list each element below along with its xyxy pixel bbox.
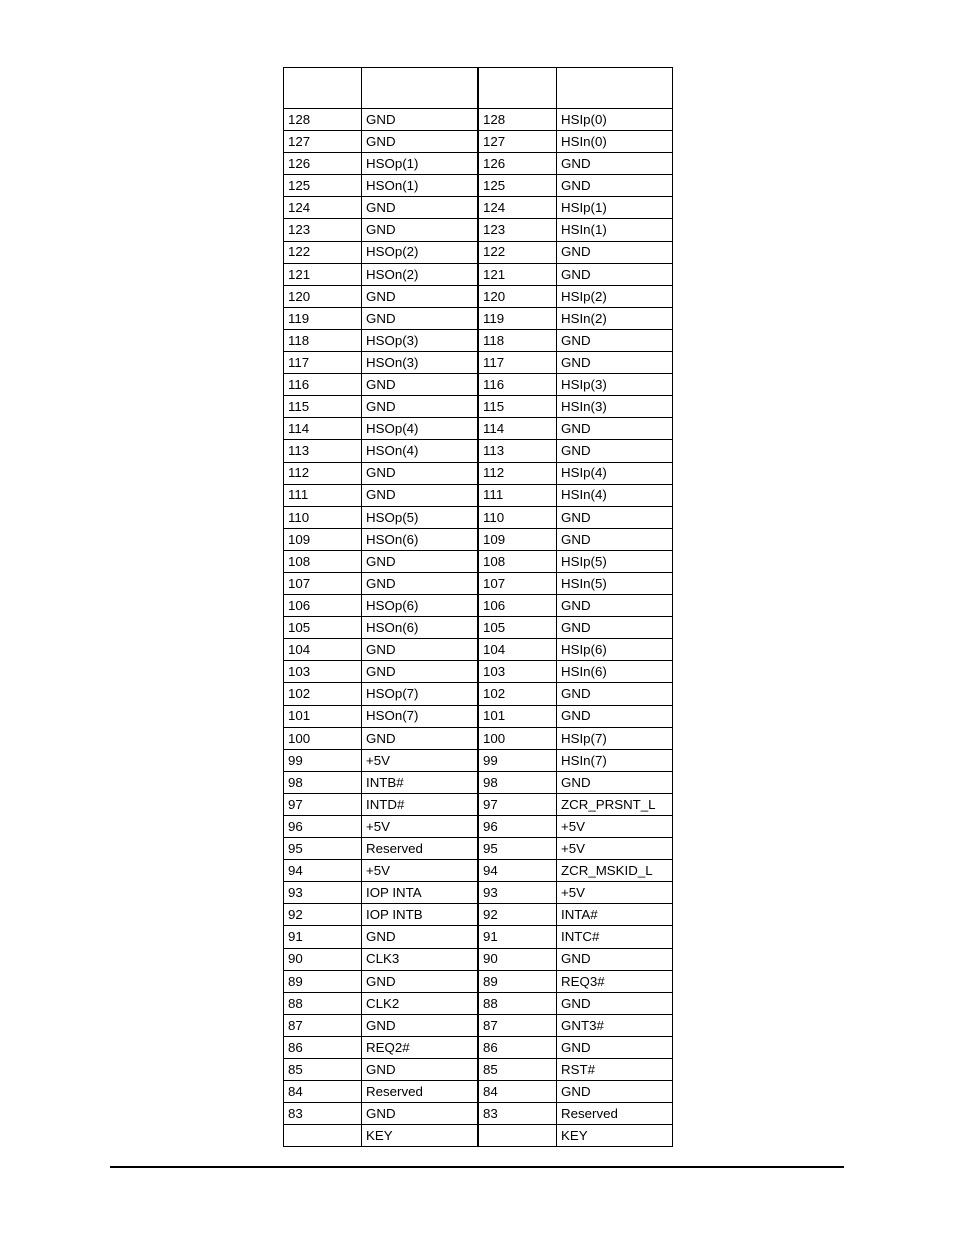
signal-a-cell: HSOp(4) <box>362 418 479 440</box>
table-row <box>284 462 673 484</box>
pin-number-a-cell: 107 <box>284 572 362 594</box>
table-row <box>284 484 673 506</box>
table-row <box>284 661 673 683</box>
table-row <box>284 617 673 639</box>
pin-number-a-cell: 112 <box>284 462 362 484</box>
pin-number-a-cell: 128 <box>284 109 362 131</box>
table-row <box>284 749 673 771</box>
pin-number-b-cell: 92 <box>478 904 557 926</box>
signal-b-cell: +5V <box>557 882 673 904</box>
signal-a-cell: HSOn(2) <box>362 263 479 285</box>
table-row <box>284 793 673 815</box>
pin-number-a-cell: 99 <box>284 749 362 771</box>
signal-b-cell: HSIp(3) <box>557 374 673 396</box>
pin-number-b-cell: 120 <box>478 285 557 307</box>
pin-number-b-cell: 88 <box>478 992 557 1014</box>
pin-number-b-cell: 126 <box>478 153 557 175</box>
signal-a-cell: HSOp(3) <box>362 329 479 351</box>
table-row <box>284 904 673 926</box>
pin-number-b-cell: 110 <box>478 506 557 528</box>
signal-b-cell: GNT3# <box>557 1014 673 1036</box>
signal-a-cell: KEY <box>362 1125 479 1147</box>
table-row <box>284 926 673 948</box>
pin-number-a-cell: 85 <box>284 1059 362 1081</box>
pin-number-b-cell: 125 <box>478 175 557 197</box>
signal-b-cell: HSIp(6) <box>557 639 673 661</box>
signal-b-cell: GND <box>557 1036 673 1058</box>
signal-a-cell: HSOp(6) <box>362 595 479 617</box>
signal-b-cell: HSIn(1) <box>557 219 673 241</box>
signal-a-cell: Reserved <box>362 1081 479 1103</box>
pin-number-a-cell: 100 <box>284 727 362 749</box>
table-row <box>284 175 673 197</box>
table-row <box>284 705 673 727</box>
signal-b-cell: GND <box>557 617 673 639</box>
signal-a-cell: GND <box>362 661 479 683</box>
pin-number-a-cell: 84 <box>284 1081 362 1103</box>
table-row <box>284 374 673 396</box>
table-row <box>284 307 673 329</box>
signal-b-cell: KEY <box>557 1125 673 1147</box>
pin-number-b-cell: 96 <box>478 816 557 838</box>
pin-number-b-cell: 124 <box>478 197 557 219</box>
pin-number-a-cell: 95 <box>284 838 362 860</box>
signal-a-cell: Reserved <box>362 838 479 860</box>
table-row <box>284 352 673 374</box>
signal-a-cell: IOP INTB <box>362 904 479 926</box>
pin-number-b-cell <box>478 1125 557 1147</box>
signal-a-cell: HSOp(5) <box>362 506 479 528</box>
table-row <box>284 1125 673 1147</box>
pin-number-a-cell: 93 <box>284 882 362 904</box>
signal-a-cell: GND <box>362 131 479 153</box>
signal-b-cell: REQ3# <box>557 970 673 992</box>
signal-a-cell: +5V <box>362 860 479 882</box>
pin-number-a-cell: 113 <box>284 440 362 462</box>
pin-number-b-cell: 83 <box>478 1103 557 1125</box>
signal-b-cell: HSIn(7) <box>557 749 673 771</box>
pin-number-a-cell: 90 <box>284 948 362 970</box>
signal-a-cell: GND <box>362 1014 479 1036</box>
pin-number-a-cell: 117 <box>284 352 362 374</box>
pin-number-b-cell: 101 <box>478 705 557 727</box>
signal-b-cell: GND <box>557 595 673 617</box>
signal-b-cell: GND <box>557 506 673 528</box>
header-cell <box>557 68 673 109</box>
pin-number-b-cell: 103 <box>478 661 557 683</box>
pin-number-a-cell: 103 <box>284 661 362 683</box>
table-row <box>284 263 673 285</box>
pin-number-b-cell: 104 <box>478 639 557 661</box>
signal-b-cell: ZCR_PRSNT_L <box>557 793 673 815</box>
table-row <box>284 197 673 219</box>
pin-number-b-cell: 118 <box>478 329 557 351</box>
pin-number-b-cell: 91 <box>478 926 557 948</box>
signal-b-cell: +5V <box>557 838 673 860</box>
signal-a-cell: INTB# <box>362 771 479 793</box>
table-row <box>284 572 673 594</box>
signal-a-cell: REQ2# <box>362 1036 479 1058</box>
signal-b-cell: GND <box>557 175 673 197</box>
pin-number-b-cell: 111 <box>478 484 557 506</box>
pinout-table-body <box>284 68 673 1147</box>
signal-a-cell: IOP INTA <box>362 882 479 904</box>
signal-a-cell: GND <box>362 307 479 329</box>
signal-a-cell: HSOn(1) <box>362 175 479 197</box>
signal-b-cell: HSIp(5) <box>557 550 673 572</box>
table-row <box>284 860 673 882</box>
footer-divider <box>110 1166 844 1168</box>
pin-number-a-cell: 87 <box>284 1014 362 1036</box>
pin-number-a-cell: 106 <box>284 595 362 617</box>
signal-b-cell: HSIn(5) <box>557 572 673 594</box>
signal-a-cell: GND <box>362 727 479 749</box>
table-row <box>284 1103 673 1125</box>
signal-a-cell: HSOp(1) <box>362 153 479 175</box>
header-cell <box>284 68 362 109</box>
table-row <box>284 771 673 793</box>
table-row <box>284 727 673 749</box>
table-row <box>284 992 673 1014</box>
pin-number-b-cell: 123 <box>478 219 557 241</box>
pin-number-a-cell: 119 <box>284 307 362 329</box>
pin-number-b-cell: 127 <box>478 131 557 153</box>
table-row <box>284 970 673 992</box>
pin-number-a-cell: 120 <box>284 285 362 307</box>
table-row <box>284 219 673 241</box>
pin-number-a-cell: 110 <box>284 506 362 528</box>
pin-number-a-cell: 91 <box>284 926 362 948</box>
table-row <box>284 396 673 418</box>
signal-a-cell: GND <box>362 550 479 572</box>
pin-number-b-cell: 95 <box>478 838 557 860</box>
signal-b-cell: GND <box>557 705 673 727</box>
table-row <box>284 595 673 617</box>
pin-number-a-cell: 127 <box>284 131 362 153</box>
pin-number-b-cell: 122 <box>478 241 557 263</box>
pin-number-b-cell: 87 <box>478 1014 557 1036</box>
table-row <box>284 1014 673 1036</box>
signal-b-cell: HSIp(4) <box>557 462 673 484</box>
signal-a-cell: HSOp(7) <box>362 683 479 705</box>
table-row <box>284 528 673 550</box>
signal-b-cell: GND <box>557 992 673 1014</box>
table-row <box>284 838 673 860</box>
pin-number-a-cell: 126 <box>284 153 362 175</box>
table-row <box>284 418 673 440</box>
header-cell <box>362 68 479 109</box>
signal-a-cell: GND <box>362 1103 479 1125</box>
table-row <box>284 153 673 175</box>
pin-number-b-cell: 86 <box>478 1036 557 1058</box>
signal-b-cell: HSIp(1) <box>557 197 673 219</box>
signal-b-cell: GND <box>557 352 673 374</box>
pin-number-b-cell: 117 <box>478 352 557 374</box>
pin-number-a-cell <box>284 1125 362 1147</box>
pin-number-a-cell: 101 <box>284 705 362 727</box>
pin-number-a-cell: 88 <box>284 992 362 1014</box>
pin-number-b-cell: 114 <box>478 418 557 440</box>
signal-a-cell: GND <box>362 639 479 661</box>
table-row <box>284 440 673 462</box>
table-row <box>284 683 673 705</box>
signal-a-cell: HSOn(6) <box>362 528 479 550</box>
pin-number-a-cell: 89 <box>284 970 362 992</box>
signal-b-cell: HSIp(2) <box>557 285 673 307</box>
signal-b-cell: GND <box>557 1081 673 1103</box>
pin-number-a-cell: 116 <box>284 374 362 396</box>
signal-a-cell: HSOp(2) <box>362 241 479 263</box>
pin-number-a-cell: 125 <box>284 175 362 197</box>
table-row <box>284 329 673 351</box>
signal-b-cell: HSIp(0) <box>557 109 673 131</box>
table-row <box>284 1036 673 1058</box>
pin-number-a-cell: 114 <box>284 418 362 440</box>
signal-a-cell: GND <box>362 462 479 484</box>
signal-b-cell: GND <box>557 948 673 970</box>
signal-b-cell: +5V <box>557 816 673 838</box>
table-row <box>284 109 673 131</box>
signal-b-cell: ZCR_MSKID_L <box>557 860 673 882</box>
table-row <box>284 241 673 263</box>
pin-number-b-cell: 99 <box>478 749 557 771</box>
signal-a-cell: HSOn(6) <box>362 617 479 639</box>
pin-number-b-cell: 115 <box>478 396 557 418</box>
signal-a-cell: GND <box>362 970 479 992</box>
signal-b-cell: GND <box>557 329 673 351</box>
pin-number-b-cell: 98 <box>478 771 557 793</box>
signal-a-cell: HSOn(4) <box>362 440 479 462</box>
pin-number-b-cell: 97 <box>478 793 557 815</box>
signal-b-cell: GND <box>557 683 673 705</box>
table-row <box>284 1059 673 1081</box>
signal-a-cell: GND <box>362 396 479 418</box>
pin-number-b-cell: 107 <box>478 572 557 594</box>
signal-b-cell: HSIn(4) <box>557 484 673 506</box>
pin-number-b-cell: 85 <box>478 1059 557 1081</box>
pin-number-a-cell: 124 <box>284 197 362 219</box>
table-row <box>284 131 673 153</box>
signal-b-cell: HSIp(7) <box>557 727 673 749</box>
signal-a-cell: GND <box>362 572 479 594</box>
table-row <box>284 550 673 572</box>
pin-number-a-cell: 122 <box>284 241 362 263</box>
pin-number-b-cell: 112 <box>478 462 557 484</box>
signal-a-cell: +5V <box>362 816 479 838</box>
pin-number-b-cell: 105 <box>478 617 557 639</box>
pin-number-a-cell: 92 <box>284 904 362 926</box>
signal-b-cell: RST# <box>557 1059 673 1081</box>
pin-number-a-cell: 102 <box>284 683 362 705</box>
signal-a-cell: GND <box>362 197 479 219</box>
pin-number-a-cell: 115 <box>284 396 362 418</box>
pin-number-a-cell: 111 <box>284 484 362 506</box>
table-row <box>284 948 673 970</box>
signal-b-cell: GND <box>557 241 673 263</box>
signal-b-cell: HSIn(6) <box>557 661 673 683</box>
pin-number-b-cell: 128 <box>478 109 557 131</box>
table-row <box>284 506 673 528</box>
pinout-table <box>283 67 673 1147</box>
pin-number-b-cell: 84 <box>478 1081 557 1103</box>
table-row <box>284 816 673 838</box>
pin-number-a-cell: 108 <box>284 550 362 572</box>
pin-number-a-cell: 86 <box>284 1036 362 1058</box>
signal-b-cell: GND <box>557 440 673 462</box>
signal-a-cell: GND <box>362 219 479 241</box>
pin-number-a-cell: 123 <box>284 219 362 241</box>
pin-number-b-cell: 109 <box>478 528 557 550</box>
table-row <box>284 882 673 904</box>
signal-b-cell: INTC# <box>557 926 673 948</box>
signal-a-cell: HSOn(3) <box>362 352 479 374</box>
signal-b-cell: Reserved <box>557 1103 673 1125</box>
pin-number-a-cell: 96 <box>284 816 362 838</box>
pin-number-b-cell: 119 <box>478 307 557 329</box>
pin-number-a-cell: 118 <box>284 329 362 351</box>
pin-number-b-cell: 108 <box>478 550 557 572</box>
pin-number-b-cell: 113 <box>478 440 557 462</box>
pin-number-b-cell: 90 <box>478 948 557 970</box>
signal-b-cell: GND <box>557 528 673 550</box>
signal-b-cell: HSIn(3) <box>557 396 673 418</box>
signal-a-cell: CLK2 <box>362 992 479 1014</box>
signal-b-cell: HSIn(2) <box>557 307 673 329</box>
signal-b-cell: HSIn(0) <box>557 131 673 153</box>
table-header-row <box>284 68 673 109</box>
pin-number-b-cell: 93 <box>478 882 557 904</box>
signal-a-cell: HSOn(7) <box>362 705 479 727</box>
pin-number-a-cell: 83 <box>284 1103 362 1125</box>
signal-b-cell: GND <box>557 771 673 793</box>
pin-number-a-cell: 105 <box>284 617 362 639</box>
table-row <box>284 1081 673 1103</box>
signal-a-cell: GND <box>362 484 479 506</box>
pin-number-a-cell: 121 <box>284 263 362 285</box>
signal-a-cell: GND <box>362 285 479 307</box>
signal-a-cell: +5V <box>362 749 479 771</box>
signal-b-cell: GND <box>557 263 673 285</box>
pin-number-b-cell: 102 <box>478 683 557 705</box>
signal-a-cell: GND <box>362 926 479 948</box>
pin-number-a-cell: 109 <box>284 528 362 550</box>
table-row <box>284 639 673 661</box>
signal-a-cell: GND <box>362 374 479 396</box>
signal-a-cell: GND <box>362 109 479 131</box>
signal-a-cell: INTD# <box>362 793 479 815</box>
signal-b-cell: INTA# <box>557 904 673 926</box>
signal-b-cell: GND <box>557 153 673 175</box>
pin-number-b-cell: 94 <box>478 860 557 882</box>
signal-b-cell: GND <box>557 418 673 440</box>
pin-number-a-cell: 98 <box>284 771 362 793</box>
pin-number-b-cell: 121 <box>478 263 557 285</box>
pin-number-a-cell: 97 <box>284 793 362 815</box>
table-row <box>284 285 673 307</box>
pin-number-b-cell: 89 <box>478 970 557 992</box>
pin-number-b-cell: 116 <box>478 374 557 396</box>
pin-number-b-cell: 106 <box>478 595 557 617</box>
header-cell <box>478 68 557 109</box>
pin-number-a-cell: 94 <box>284 860 362 882</box>
pin-number-a-cell: 104 <box>284 639 362 661</box>
pin-number-b-cell: 100 <box>478 727 557 749</box>
signal-a-cell: CLK3 <box>362 948 479 970</box>
signal-a-cell: GND <box>362 1059 479 1081</box>
